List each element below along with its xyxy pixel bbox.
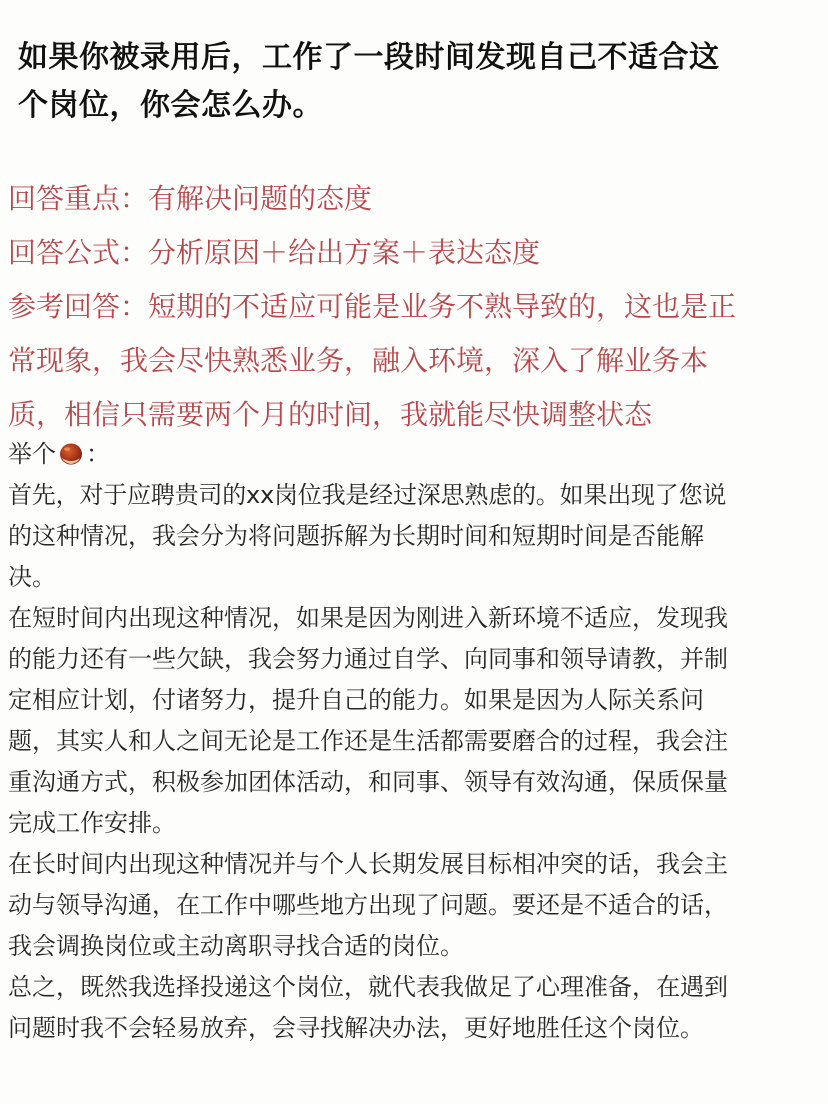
- reference-answer-line: 参考回答：短期的不适应可能是业务不熟导致的，这也是正: [8, 290, 737, 323]
- body-line: 完成工作安排。: [8, 809, 176, 837]
- body-line: 总之，既然我选择投递这个岗位，就代表我做足了心理准备，在遇到: [8, 973, 728, 1001]
- example-heading: [8, 434, 820, 475]
- answer-focus: 回答重点：有解决问题的态度: [8, 182, 373, 215]
- reference-answer-line: 常现象，我会尽快熟悉业务，融入环境，深入了解业务本: [8, 344, 709, 377]
- example-suffix: ：: [86, 440, 110, 468]
- body-line: 的这种情况，我会分为将问题拆解为长期时间和短期时间是否能解: [8, 522, 704, 550]
- body-line: 题，其实人和人之间无论是工作还是生活都需要磨合的过程，我会注: [8, 727, 728, 755]
- question-title-line: 如果你被录用后，工作了一段时间发现自己不适合这: [18, 40, 720, 75]
- reference-answer-line: 质，相信只需要两个月的时间，我就能尽快调整状态: [8, 398, 653, 431]
- body-line: 的能力还有一些欠缺，我会努力通过自学、向同事和领导请教，并制: [8, 645, 728, 673]
- example-answer: [8, 434, 820, 1049]
- body-line: 我会调换岗位或主动离职寻找合适的岗位。: [8, 932, 464, 960]
- example-prefix: 举个: [8, 440, 56, 468]
- body-line: 问题时我不会轻易放弃，会寻找解决办法，更好地胜任这个岗位。: [8, 1014, 704, 1042]
- body-line: 在长时间内出现这种情况并与个人长期发展目标相冲突的话，我会主: [8, 850, 728, 878]
- body-line: 动与领导沟通，在工作中哪些地方出现了问题。要还是不适合的话，: [8, 891, 728, 919]
- answer-formula: 回答公式：分析原因＋给出方案＋表达态度: [8, 236, 541, 269]
- question-title-line: 个岗位，你会怎么办。: [18, 88, 323, 123]
- body-line: 首先，对于应聘贵司的xx岗位我是经过深思熟虑的。如果出现了您说: [8, 481, 727, 509]
- body-line: 重沟通方式，积极参加团体活动，和同事、领导有效沟通，保质保量: [8, 768, 728, 796]
- body-line: 在短时间内出现这种情况，如果是因为刚进入新环境不适应，发现我: [8, 604, 728, 632]
- body-line: 定相应计划，付诸努力，提升自己的能力。如果是因为人际关系问: [8, 686, 704, 714]
- body-line: 决。: [8, 563, 56, 591]
- answer-key-points: [8, 172, 820, 442]
- question-title: [18, 34, 818, 130]
- chestnut-icon: [58, 438, 84, 464]
